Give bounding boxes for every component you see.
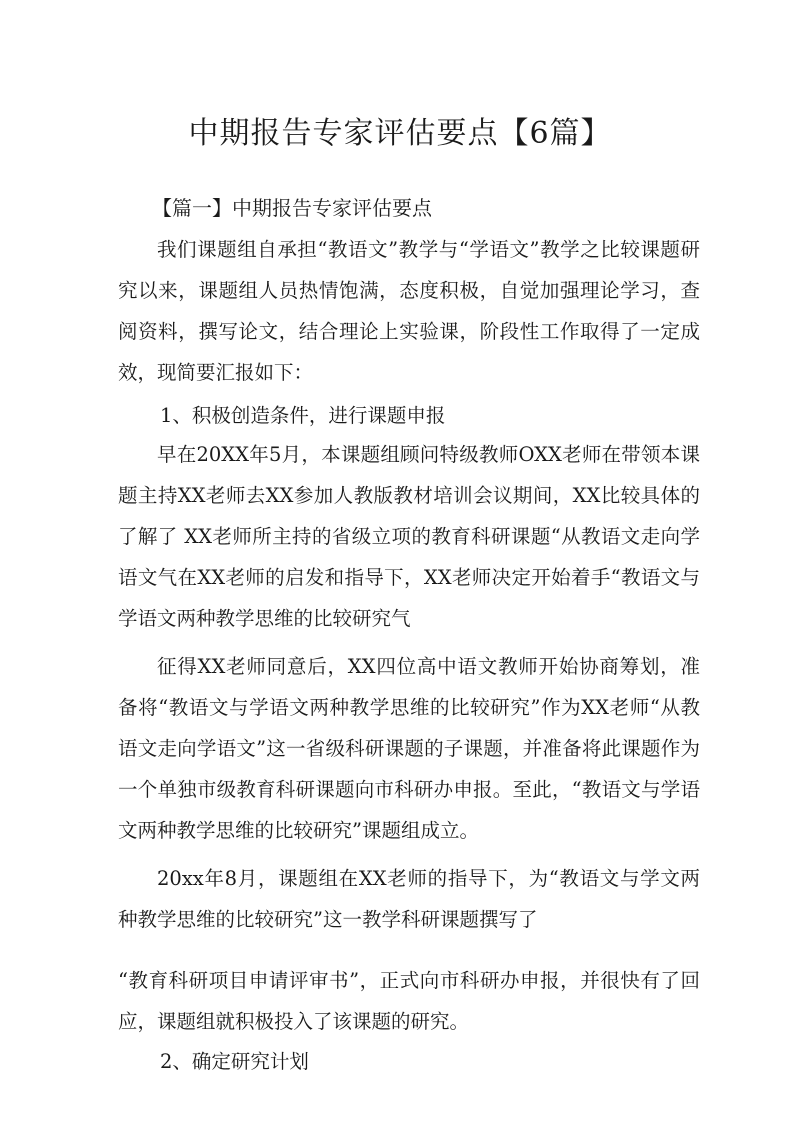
august-paragraph: 20xx年8月，课题组在XX老师的指导下，为“教语文与学文两种教学思维的比较研究”这一教学科研课题撰写了 [118, 867, 700, 931]
document-title: 中期报告专家评估要点【6篇】 [188, 116, 612, 151]
application-paragraph: “教育科研项目申请评审书”，正式向市科研办申报，并很快有了回应，课题组就积极投入了该课题的研究。 [118, 969, 700, 1033]
origin-paragraph: 早在20XX年5月，本课题组顾问特级教师OXX老师在带领本课题主持XX老师去XX参加人教版教材培训会议期间，XX比较具体的了解了 XX老师所主持的省级立项的教育科研课题“从教语文走向学语文气在XX老师的启发和指导下，XX老师决定开始着手“教语文与学语文两种教学思维的比较研究气 [118, 443, 700, 630]
subheading-apply: 1、积极创造条件，进行课题申报 [160, 404, 446, 427]
section-heading: 【篇一】中期报告专家评估要点 [152, 196, 432, 220]
intro-paragraph: 我们课题组自承担“教语文”教学与“学语文”教学之比较课题研究以来，课题组人员热情饱满，态度积极，自觉加强理论学习，查阅资料，撰写论文，结合理论上实验课，阶段性工作取得了一定成效，现简要汇报如下： [118, 238, 700, 384]
consent-paragraph: 征得XX老师同意后，XX四位高中语文教师开始协商筹划，准备将“教语文与学语文两种教学思维的比较研究”作为XX老师“从教语文走向学语文”这一省级科研课题的子课题，并准备将此课题作为一个单独市级教育科研课题向市科研办申报。至此，“教语文与学语文两种教学思维的比较研究”课题组成立。 [118, 655, 700, 842]
subheading-plan: 2、确定研究计划 [160, 1050, 309, 1073]
